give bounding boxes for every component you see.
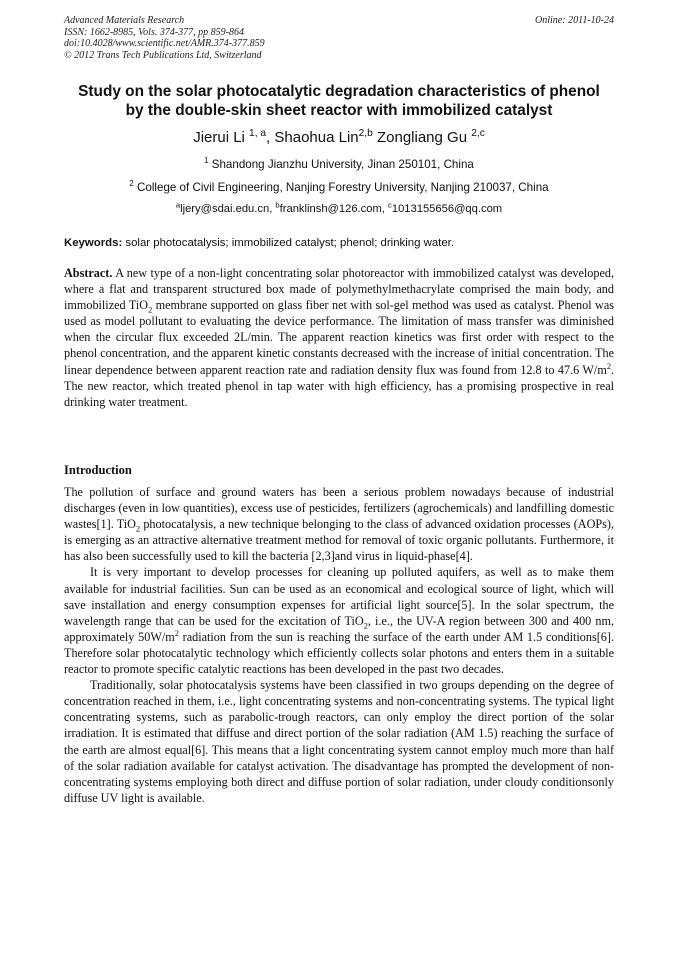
subscript: 2 xyxy=(135,524,141,534)
paper-title xyxy=(40,82,638,120)
subscript: 2 xyxy=(363,621,368,631)
superscript: 2 xyxy=(174,628,179,638)
affiliation-number: 2 xyxy=(129,179,134,189)
author-name: Shaohua Lin xyxy=(274,129,359,146)
abstract-text: membrane supported on glass fiber net with sol-gel method was used as catalyst. Phenol was used as model pollutant to evaluating the device performance. The limitation of mass transfer was diminished when the circular flux exceeded 2L/min. The apparent reaction kinetics was first order with respect to the phenol concentration, and the apparent kinetic constants decreased with the increase of initial concentration. The linear dependence between apparent reaction rate and radiation density flux was found from 12.8 to 47.6 W/m xyxy=(64,298,614,377)
abstract-text: . The new reactor, which treated phenol in tap water with high efficiency, has a promising prospective in real drinking water treatment. xyxy=(64,362,614,409)
email-mark: c xyxy=(388,200,392,210)
paragraph xyxy=(64,484,614,564)
introduction-body xyxy=(64,484,614,806)
email-link[interactable]: franklinsh@126.com, xyxy=(279,203,389,215)
email-mark: a xyxy=(175,200,181,210)
email-link[interactable]: ljery@sdai.edu.cn, xyxy=(180,203,276,215)
abstract xyxy=(64,265,614,410)
online-date: Online: 2011-10-24 xyxy=(535,15,614,26)
author-name: Zongliang Gu xyxy=(376,129,472,146)
paragraph xyxy=(64,564,614,677)
section-heading-introduction: Introduction xyxy=(64,463,132,477)
affiliation-number: 1 xyxy=(204,156,209,166)
superscript: 2 xyxy=(606,361,611,371)
author-list xyxy=(40,129,638,147)
paragraph-text: , i.e., the UV-A region between 300 and 400 nm, approximately 50W/m xyxy=(64,613,615,644)
affiliation-text: College of Civil Engineering, Nanjing Forestry University, Nanjing 210037, China xyxy=(133,181,549,194)
author-separator: , xyxy=(266,129,275,146)
paragraph-text: The pollution of surface and ground waters has been a serious problem nowadays because of industrial discharges (even in low quantities), excess use of pesticides, fertilizers (agrochemicals) and landfilling domestic wastes[1]. TiO xyxy=(64,485,614,532)
title-line-1: Study on the solar photocatalytic degradation characteristics of phenol xyxy=(78,83,600,100)
paragraph-text: photocatalysis, a new technique belonging to the class of advanced oxidation processes (AOPs), is emerging as an attractive alternative treatment method for removal of toxic organic pollutants. Furthermore, it has also been successfully used to kill the bacteria [2,3]and virus in liquid-phase[4]. xyxy=(64,517,615,564)
author-affiliation-mark: 2,c xyxy=(471,128,485,139)
author-affiliation-mark: 1, a xyxy=(249,128,267,139)
doi-line: doi:10.4028/www.scientific.net/AMR.374-377.859 xyxy=(64,38,265,49)
keywords xyxy=(64,236,614,250)
email-mark: b xyxy=(275,200,280,210)
author-name: Jierui Li xyxy=(193,129,250,146)
issn-line: ISSN: 1662-8985, Vols. 374-377, pp 859-864 xyxy=(64,26,244,38)
abstract-text: A new type of a non-light concentrating solar photoreactor with immobilized catalyst was developed, where a flat and transparent structured box made of polymethylmethacrylate comprised the main body, and immobilized TiO xyxy=(64,266,614,313)
paragraph: Traditionally, solar photocatalysis systems have been classified in two groups depending on the degree of concentration reached in them, i.e., light concentrating systems and non-concentrating systems. The typical light concentrating systems, such as parabolic-trough reactors, can only employ the direct portion of the solar irradiation. It is estimated that diffuse and direct portion of the solar radiation (AM 1.5) reaching the surface of the earth are almost equal[6]. This means that a light concentrating system cannot employ much more than half of the solar radiation available for catalyst activation. The disadvantage has prompted the development of non-concentrating systems employing both direct and diffuse portion of solar radiation, under cloudy conditionsonly diffuse UV light is available. xyxy=(64,678,614,805)
subscript: 2 xyxy=(148,305,153,315)
keywords-text: solar photocatalysis; immobilized catalyst; phenol; drinking water. xyxy=(122,237,454,249)
abstract-label: Abstract. xyxy=(64,266,113,280)
title-line-2: by the double-skin sheet reactor with immobilized catalyst xyxy=(125,102,553,119)
paragraph-text: radiation from the sun is reaching the surface of the earth under AM 1.5 conditions[6]. Therefore solar photocatalytic technology which efficiently collects solar photons and enters them in a suitable reactor to promote specific catalytic reactions has been developed in the past two decades. xyxy=(64,629,614,677)
affiliation-1 xyxy=(40,158,638,172)
author-emails xyxy=(40,202,638,216)
keywords-label: Keywords: xyxy=(64,237,123,249)
affiliation-text: Shandong Jianzhu University, Jinan 250101, China xyxy=(208,158,474,171)
journal-name: Advanced Materials Research xyxy=(64,15,185,26)
paragraph-text: It is very important to develop processes for cleaning up polluted aquifers, as well as to make them available for industrial facilities. Sun can be used as an economical and ecological source of light, which will save installation and energy consumption expenses for artificial light source[5]. In the solar spectrum, the wavelength range that can be used for the excitation of TiO xyxy=(64,565,614,628)
email-link[interactable]: 1013155656@qq.com xyxy=(391,203,503,215)
copyright-line: © 2012 Trans Tech Publications Ltd, Switzerland xyxy=(64,49,262,61)
author-affiliation-mark: 2,b xyxy=(358,128,373,139)
affiliation-2 xyxy=(40,181,638,195)
journal-header xyxy=(64,15,265,61)
